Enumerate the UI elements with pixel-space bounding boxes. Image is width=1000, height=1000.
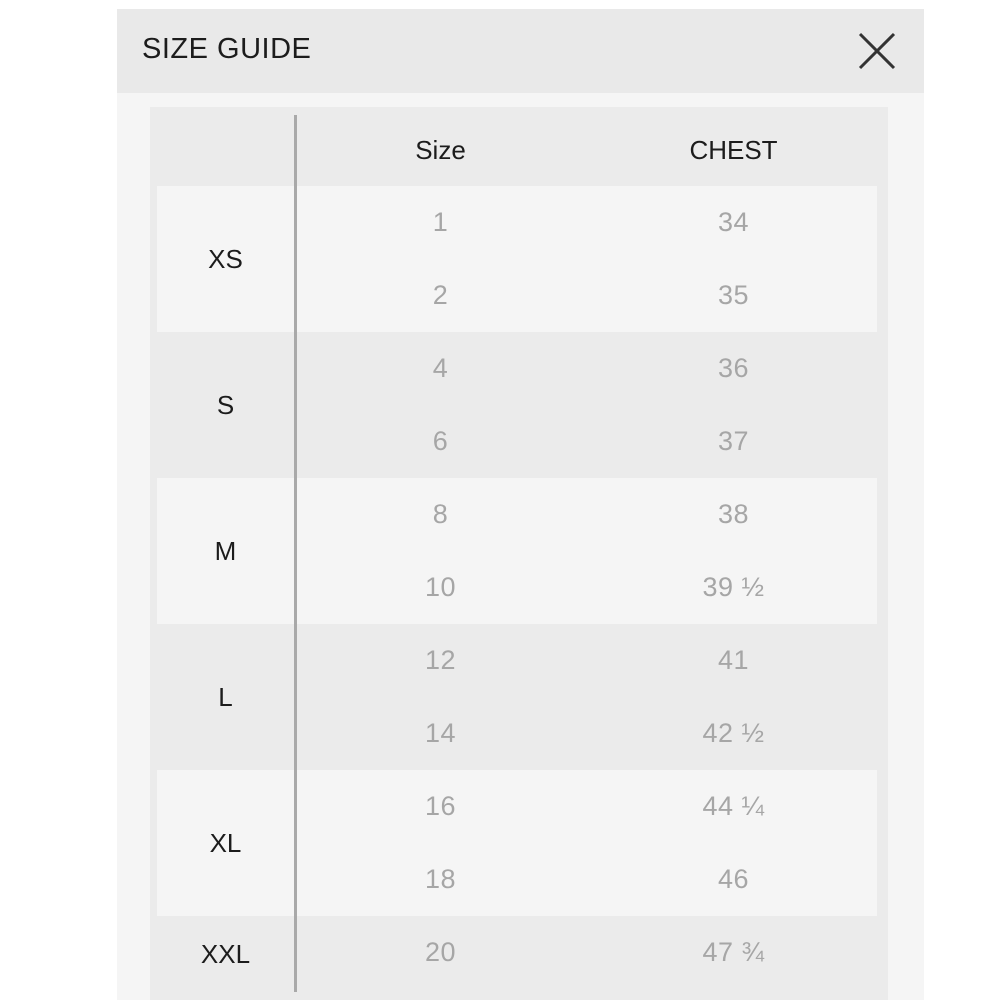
modal-title: SIZE GUIDE	[142, 33, 312, 65]
size-value: 8	[432, 499, 449, 529]
chest-value: 35	[717, 280, 750, 310]
size-value: 2	[432, 280, 449, 310]
close-icon	[857, 31, 897, 71]
group-label-l	[157, 624, 294, 770]
size-value: 4	[432, 353, 449, 383]
close-button[interactable]	[857, 31, 897, 71]
group-label-xl	[157, 770, 294, 916]
size-value: 16	[424, 791, 457, 821]
group-label-text: M	[214, 535, 237, 566]
chest-value: 38	[717, 499, 750, 529]
modal-header	[117, 9, 924, 93]
size-value: 10	[424, 572, 457, 602]
size-value: 12	[424, 645, 457, 675]
size-table	[150, 107, 888, 1000]
header-cell-size	[297, 115, 584, 186]
group-label-text: XXL	[200, 938, 251, 969]
size-value: 20	[424, 937, 457, 967]
group-label-xxl	[157, 916, 294, 992]
header-size-text: Size	[415, 135, 466, 165]
size-value: 1	[432, 207, 449, 237]
size-value: 18	[424, 864, 457, 894]
chest-value: 41	[717, 645, 750, 675]
chest-value: 36	[717, 353, 750, 383]
header-cell-label	[157, 115, 294, 186]
chest-value: 42 ½	[702, 718, 765, 748]
group-label-text: S	[216, 389, 235, 420]
group-label-s	[157, 332, 294, 478]
chest-value: 39 ½	[702, 572, 765, 602]
chest-value: 37	[717, 426, 750, 456]
group-label-text: XL	[209, 827, 242, 858]
group-label-text: L	[218, 681, 233, 712]
size-guide-modal	[117, 9, 924, 1000]
header-cell-chest	[590, 115, 877, 186]
group-label-xs	[157, 186, 294, 332]
chest-value: 34	[717, 207, 750, 237]
size-value: 14	[424, 718, 457, 748]
chest-value: 46	[717, 864, 750, 894]
size-value: 6	[432, 426, 449, 456]
column-divider	[294, 115, 297, 992]
group-label-m	[157, 478, 294, 624]
chest-value: 44 ¼	[702, 791, 765, 821]
header-chest-text: CHEST	[689, 135, 778, 165]
chest-value: 47 ¾	[702, 937, 765, 967]
group-label-text: XS	[208, 243, 243, 274]
